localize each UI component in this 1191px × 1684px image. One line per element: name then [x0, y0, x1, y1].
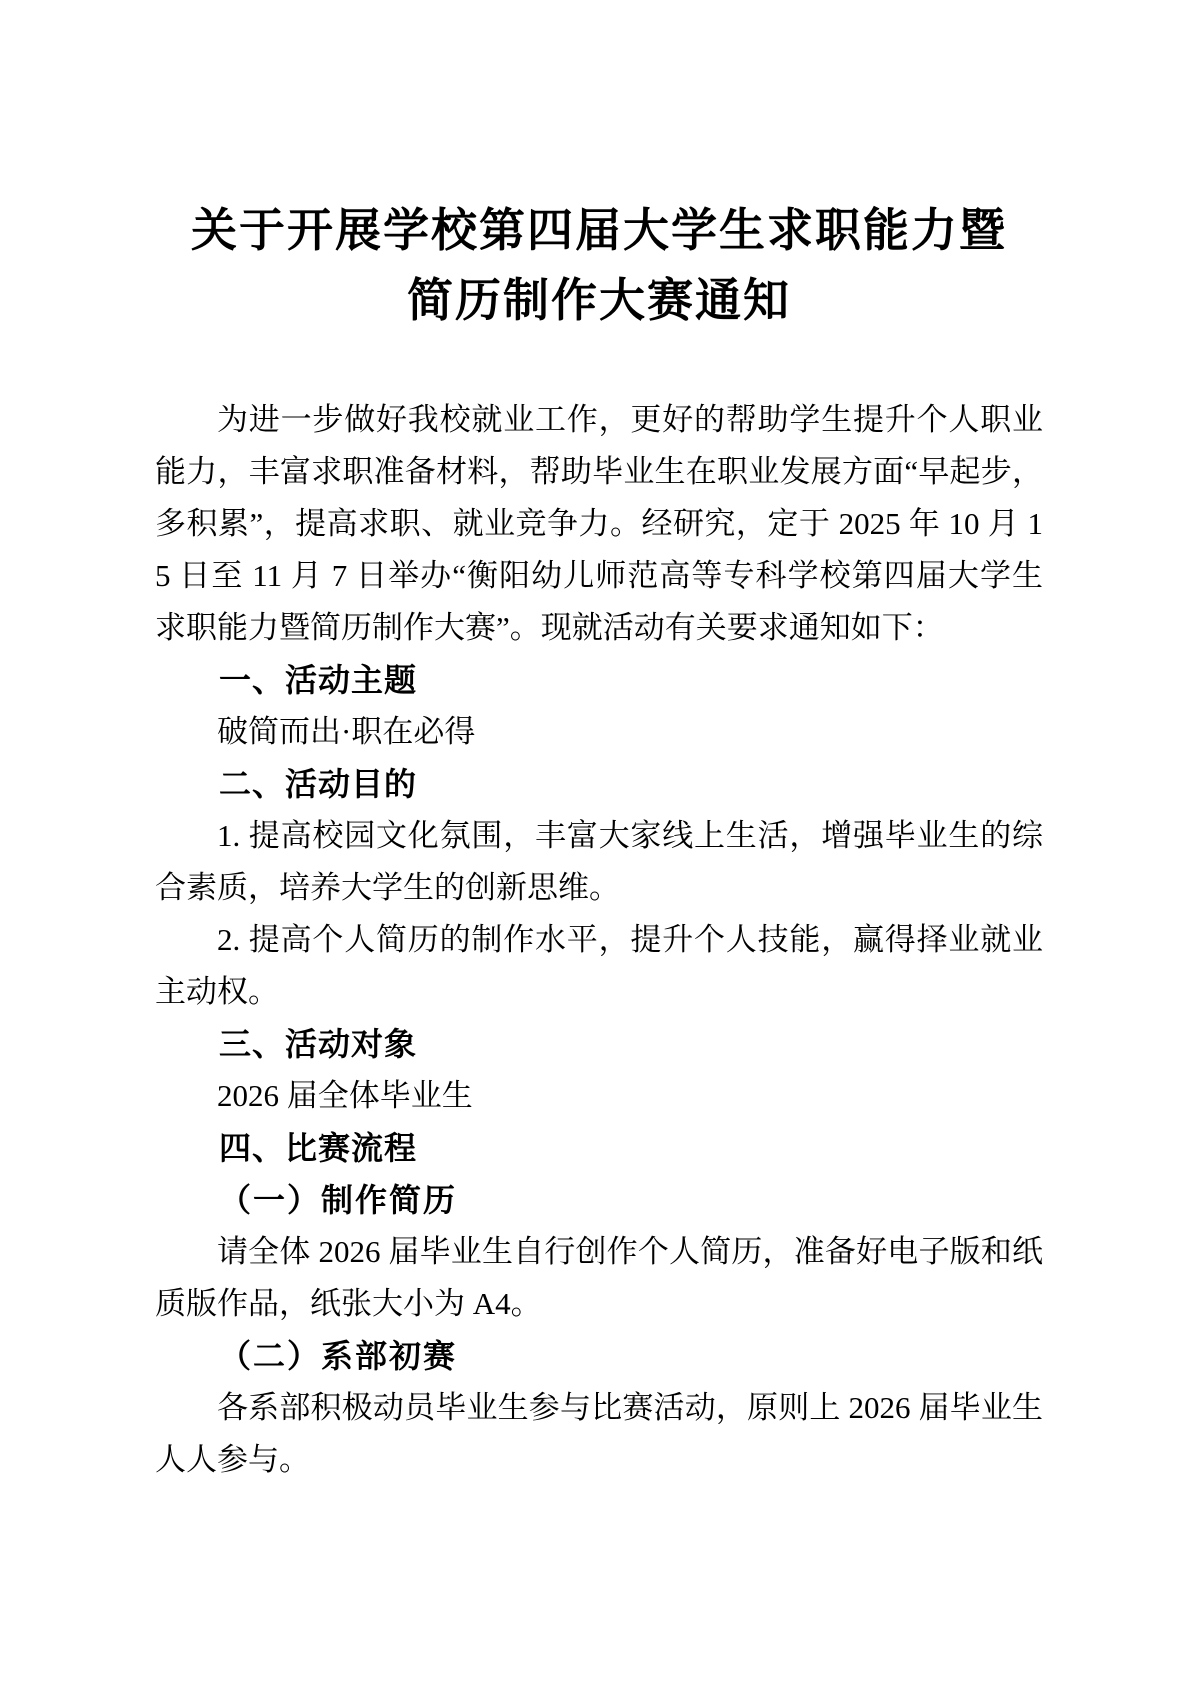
activity-theme-text: 破简而出·职在必得	[217, 714, 476, 749]
intro-paragraph: 为进一步做好我校就业工作，更好的帮助学生提升个人职业能力，丰富求职准备材料，帮助毕业生在职业发展方面“早起步，多积累”，提高求职、就业竞争力。经研究，定于 2025 年 10 月 15 日至 11 月 7 日举办“衡阳幼儿师范高等专科学校第四届大学生求职能力暨简历制作大赛”。现就活动有关要求通知如下：	[155, 402, 1043, 645]
document-body	[155, 394, 1043, 1486]
heading-activity-target: 三、活动对象	[219, 1026, 418, 1062]
heading-activity-theme: 一、活动主题	[219, 662, 418, 698]
heading-competition-process: 四、比赛流程	[219, 1130, 418, 1166]
purpose-item-1: 1. 提高校园文化氛围，丰富大家线上生活，增强毕业生的综合素质，培养大学生的创新思维。	[155, 818, 1043, 905]
heading-activity-purpose: 二、活动目的	[219, 766, 418, 802]
activity-target-text: 2026 届全体毕业生	[217, 1078, 473, 1113]
subheading-department-round: （二）系部初赛	[219, 1338, 458, 1374]
subheading-resume-creation: （一）制作简历	[219, 1182, 458, 1218]
resume-creation-text: 请全体 2026 届毕业生自行创作个人简历，准备好电子版和纸质版作品，纸张大小为 A4。	[155, 1234, 1043, 1321]
purpose-item-2: 2. 提高个人简历的制作水平，提升个人技能，赢得择业就业主动权。	[155, 922, 1043, 1009]
document-title-line-1: 关于开展学校第四届大学生求职能力暨	[191, 205, 1007, 256]
department-round-text: 各系部积极动员毕业生参与比赛活动，原则上 2026 届毕业生人人参与。	[155, 1390, 1043, 1477]
document-title	[155, 196, 1043, 336]
document-title-line-2: 简历制作大赛通知	[407, 275, 791, 326]
